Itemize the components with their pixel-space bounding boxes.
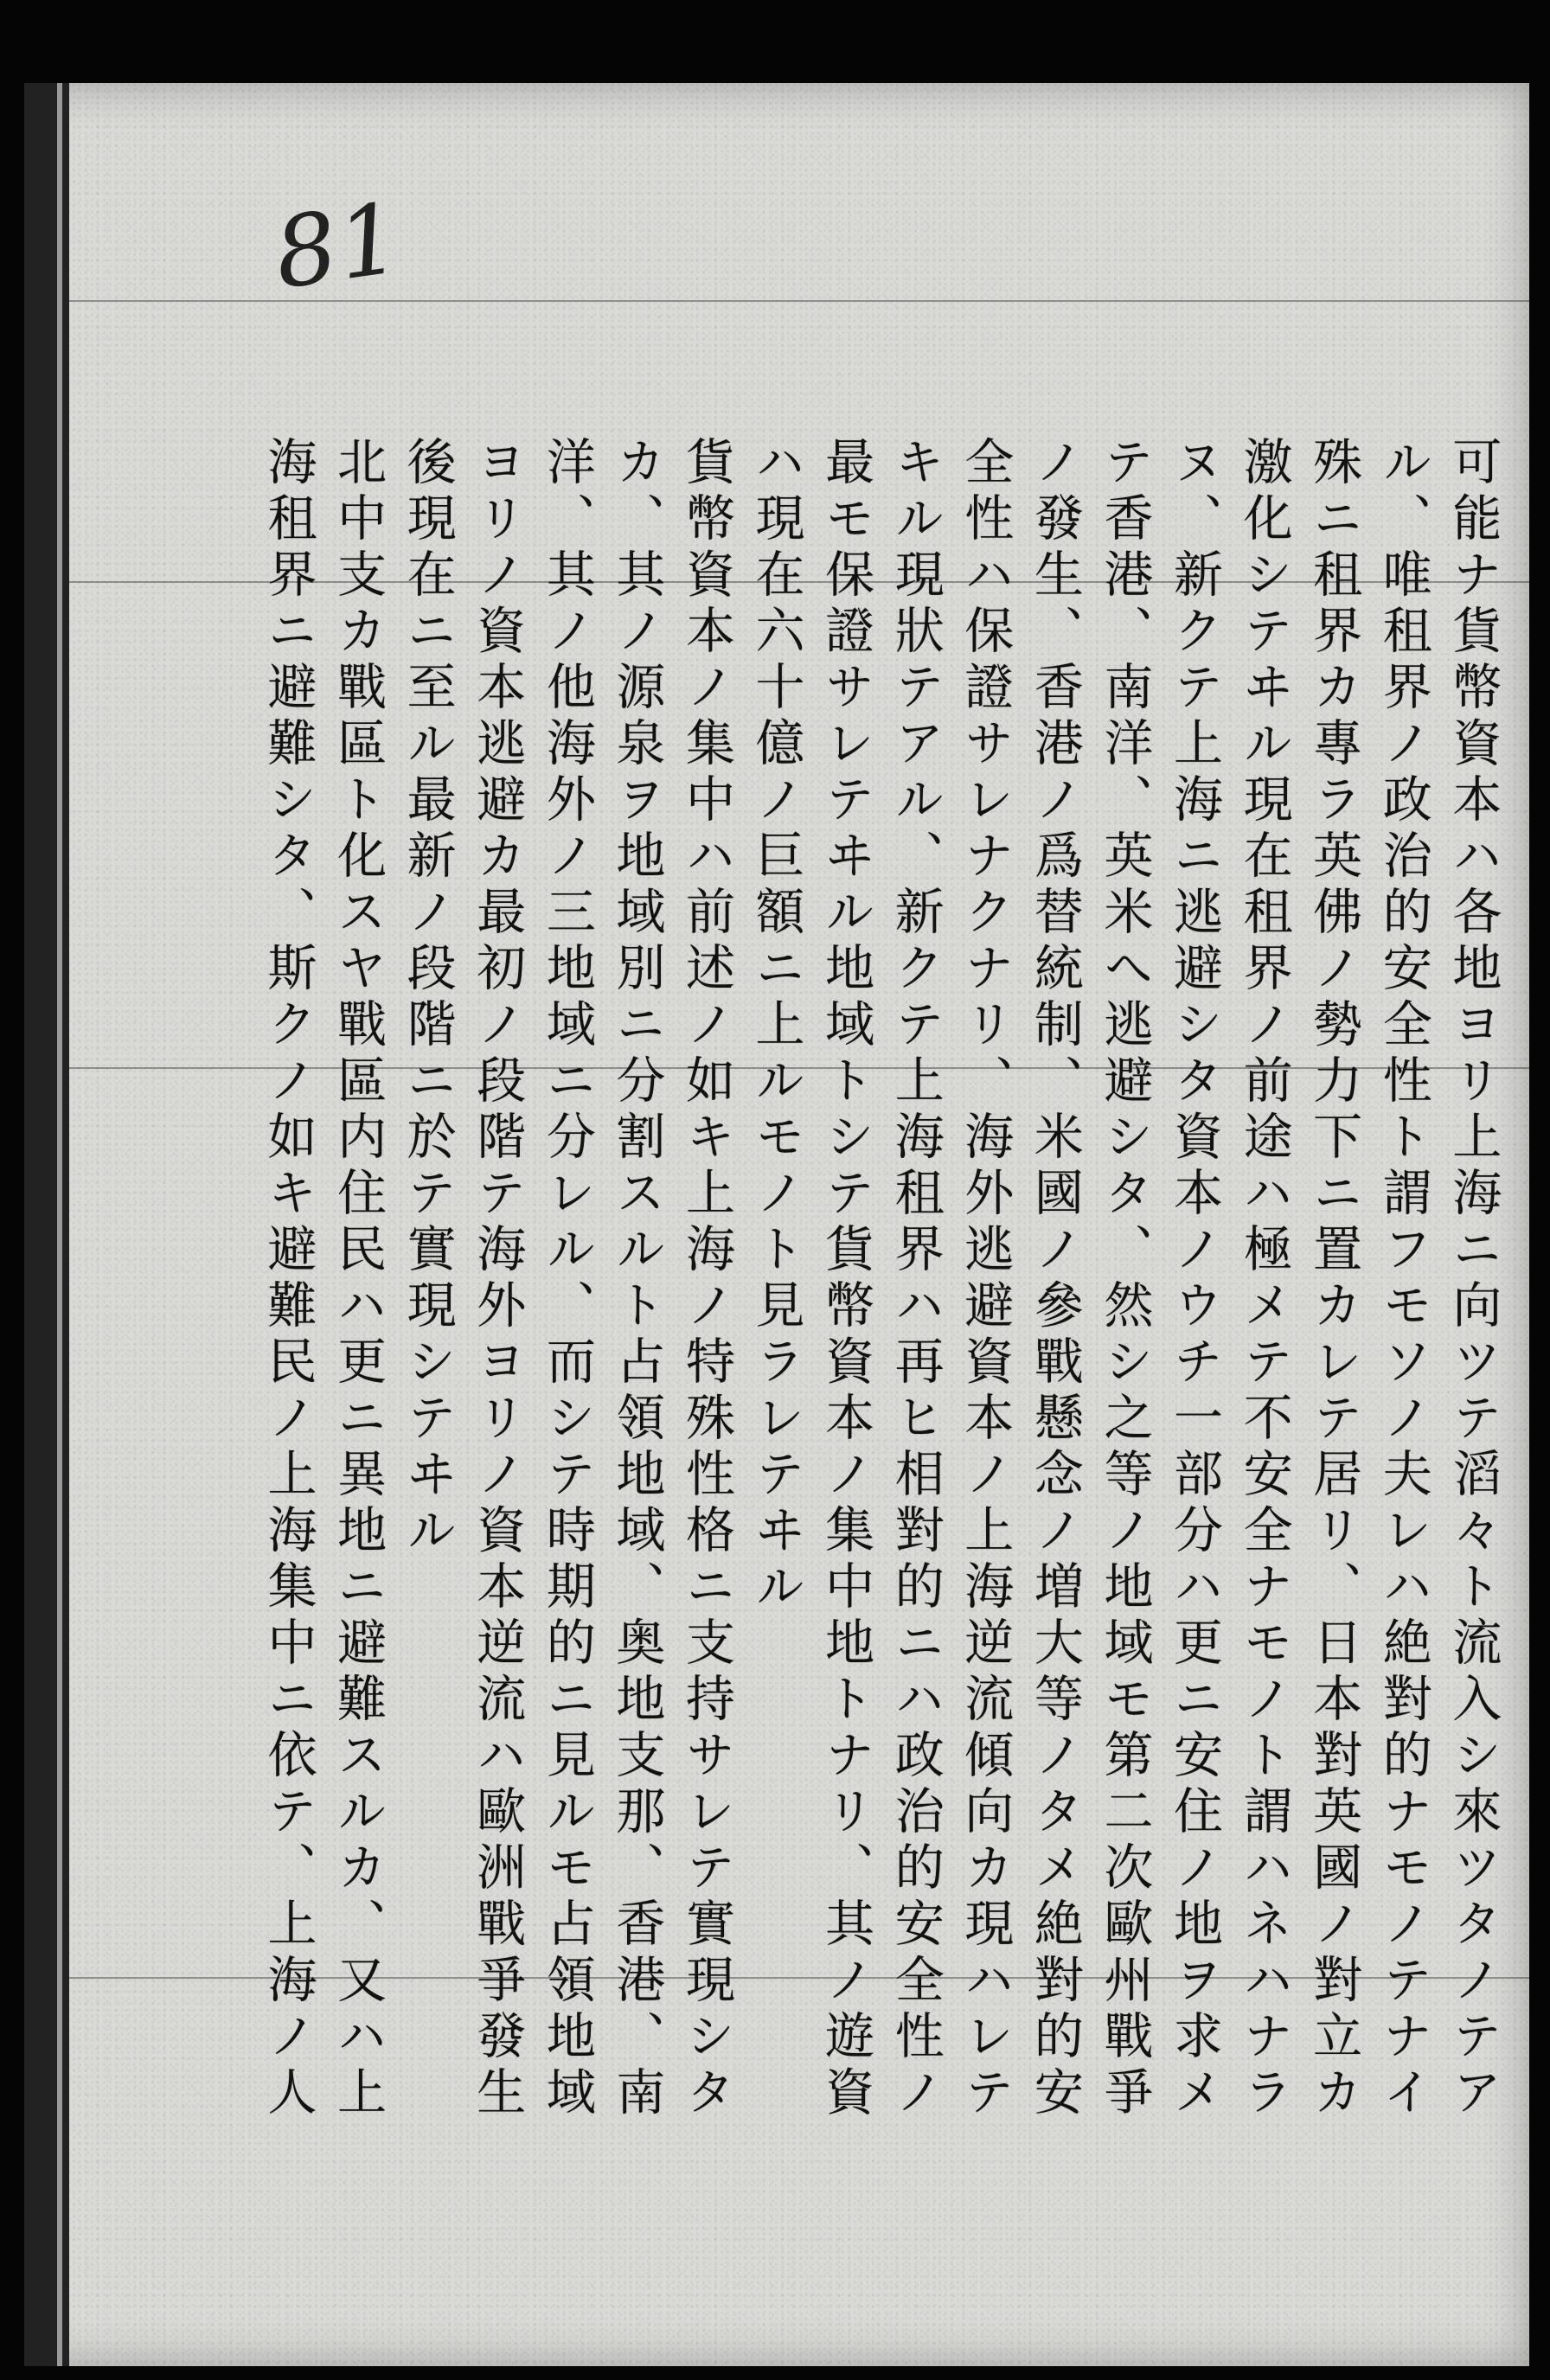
text-column: ノ發生、香港ノ爲替統制、米國ノ參戰懸念ノ増大等ノタメ絶對的安: [1026, 436, 1084, 2122]
vertical-text-body: [258, 436, 1503, 2321]
text-column: ヨリノ資本逃避カ最初ノ段階テ海外ヨリノ資本逆流ハ歐洲戰爭發生: [468, 436, 526, 2122]
text-column: キル現狀テアル、新クテ上海租界ハ再ヒ相對的ニハ政治的安全性ノ: [887, 436, 945, 2122]
text-column: 全性ハ保證サレナクナリ、海外逃避資本ノ上海逆流傾向カ現ハレテ: [956, 436, 1014, 2122]
text-column: 北中支カ戰區ト化スヤ戰區内住民ハ更ニ異地ニ避難スルカ、又ハ上: [329, 436, 387, 2122]
text-column: 貨幣資本ノ集中ハ前述ノ如キ上海ノ特殊性格ニ支持サレテ實現シタ: [677, 436, 735, 2122]
binding-edge: [24, 83, 69, 2366]
text-column: 後現在ニ至ル最新ノ段階ニ於テ實現シテヰル: [399, 436, 457, 1560]
text-column: 激化シテヰル現在租界ノ前途ハ極メテ不安全ナモノト謂ハネハナラ: [1235, 436, 1293, 2122]
text-column: ヌ、新クテ上海ニ逃避シタ資本ノウチ一部分ハ更ニ安住ノ地ヲ求メ: [1165, 436, 1223, 2122]
text-column: 最モ保證サレテヰル地域トシテ貨幣資本ノ集中地トナリ、其ノ遊資: [817, 436, 874, 2122]
page-number: 81: [267, 182, 409, 311]
text-column: ル、唯租界ノ政治的安全性ト謂フモソノ夫レハ絶對的ナモノテナイ: [1374, 436, 1432, 2122]
text-column: カ、其ノ源泉ヲ地域別ニ分割スルト占領地域、奥地支那、香港、南: [607, 436, 665, 2122]
text-column: テ香港、南洋、英米へ逃避シタ、然シ之等ノ地域モ第二次歐州戰爭: [1095, 436, 1153, 2122]
text-column: 殊ニ租界カ專ラ英佛ノ勢力下ニ置カレテ居リ、日本對英國ノ對立カ: [1304, 436, 1362, 2122]
text-column: 可能ナ貨幣資本ハ各地ヨリ上海ニ向ツテ滔々ト流入シ來ツタノテア: [1444, 436, 1502, 2122]
text-column: 海租界ニ避難シタ、斯クノ如キ避難民ノ上海集中ニ依テ、上海ノ人: [259, 436, 317, 2122]
document-page: [24, 83, 1529, 2366]
text-column: ハ現在六十億ノ巨額ニ上ルモノト見ラレテヰル: [747, 436, 805, 1616]
text-column: 洋、其ノ他海外ノ三地域ニ分レル、而シテ時期的ニ見ルモ占領地域: [538, 436, 596, 2122]
